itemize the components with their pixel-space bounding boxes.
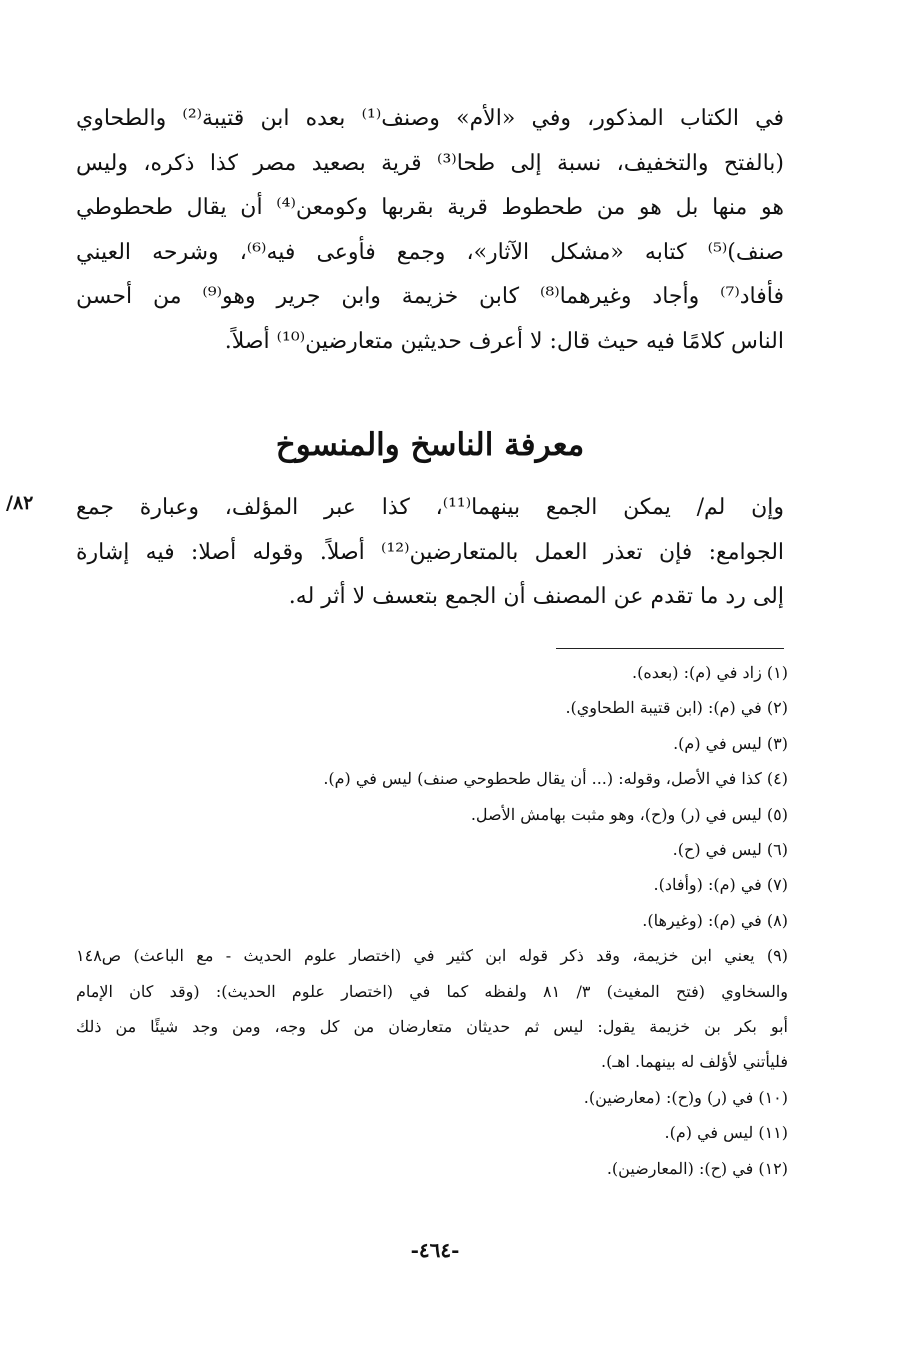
footnote-7: (٧) في (م): (وأفاد).: [653, 875, 788, 895]
footnote-2: (٢) في (م): (ابن قتيبة الطحاوي).: [565, 698, 788, 718]
page-number: -٤٦٤-: [410, 1238, 460, 1262]
footnote-4: (٤) كذا في الأصل، وقوله: (... أن يقال طحطوحي صنف) ليس في (م).: [323, 769, 788, 789]
footnote-9-line: فليأتني لأؤلف له بينهما. اهـ).: [601, 1052, 788, 1072]
footnote-12: (١٢) في (ح): (المعارضين).: [606, 1158, 788, 1178]
paragraph-2-line: إلى رد ما تقدم عن المصنف أن الجمع بتعسف لا أثر له.: [288, 584, 784, 609]
footnote-1: (١) زاد في (م): (بعده).: [631, 663, 788, 682]
paragraph-1-line: صنف)⁽⁵⁾ كتابه «مشكل الآثار»، وجمع فأوعى فيه⁽⁶⁾، وشرحه العيني: [76, 239, 784, 265]
footnote-9: [76, 938, 788, 1080]
margin-folio-note: ٨٢/: [6, 492, 34, 514]
footnote-6: (٦) ليس في (ح).: [672, 840, 788, 860]
footnotes: [76, 655, 788, 1186]
paragraph-1-line: هو منها بل هو من طحطوط قرية بقربها وكومعن⁽⁴⁾ أن يقال طحطوطي: [76, 195, 784, 220]
footnote-separator: [556, 648, 784, 649]
footnote-9-line: (٩) يعني ابن خزيمة، وقد ذكر قوله ابن كثير في (اختصار علوم الحديث - مع الباعث) ص١٤٨: [76, 946, 788, 966]
paragraph-1-line: في الكتاب المذكور، وفي «الأم» وصنف⁽¹⁾ بعده ابن قتيبة⁽²⁾ والطحاوي: [76, 106, 784, 131]
footnote-5: (٥) ليس في (ر) و(ح)، وهو مثبت بهامش الأصل.: [470, 804, 788, 824]
paragraph-2: [76, 486, 784, 620]
paragraph-2-line: وإن لم/ يمكن الجمع بينهما⁽¹¹⁾، كذا عبر المؤلف، وعبارة جمع: [76, 495, 784, 520]
paragraph-2-line: الجوامع: فإن تعذر العمل بالمتعارضين⁽¹²⁾ أصلاً. وقوله أصلا: فيه إشارة: [76, 539, 785, 565]
paragraph-1-line: الناس كلامًا فيه حيث قال: لا أعرف حديثين متعارضين⁽¹⁰⁾ أصلاً.: [224, 328, 784, 354]
footnote-9-line: والسخاوي (فتح المغيث) ٣/ ٨١ ولفظه كما في (اختصار علوم الحديث): (وقد كان الإمام: [76, 981, 789, 1001]
footnote-9-line: أبو بكر بن خزيمة يقول: ليس ثم حديثان متعارضان من كل وجه، ومن وجد شيئًا من ذلك: [76, 1017, 788, 1037]
footnote-8: (٨) في (م): (وغيرها).: [642, 910, 788, 930]
footnote-10: (١٠) في (ر) و(ح): (معارضين).: [583, 1087, 788, 1107]
paragraph-1-line: فأفاد⁽⁷⁾ وأجاد وغيرهما⁽⁸⁾ كابن خزيمة وابن جرير وهو⁽⁹⁾ من أحسن: [76, 284, 784, 309]
paragraph-1: [76, 97, 784, 364]
section-heading: معرفة الناسخ والمنسوخ: [275, 427, 585, 463]
footnote-11: (١١) ليس في (م).: [664, 1123, 788, 1143]
footnote-3: (٣) ليس في (م).: [673, 733, 788, 753]
paragraph-1-line: (بالفتح والتخفيف، نسبة إلى طحا⁽³⁾ قرية بصعيد مصر كذا ذكره، وليس: [76, 150, 784, 176]
